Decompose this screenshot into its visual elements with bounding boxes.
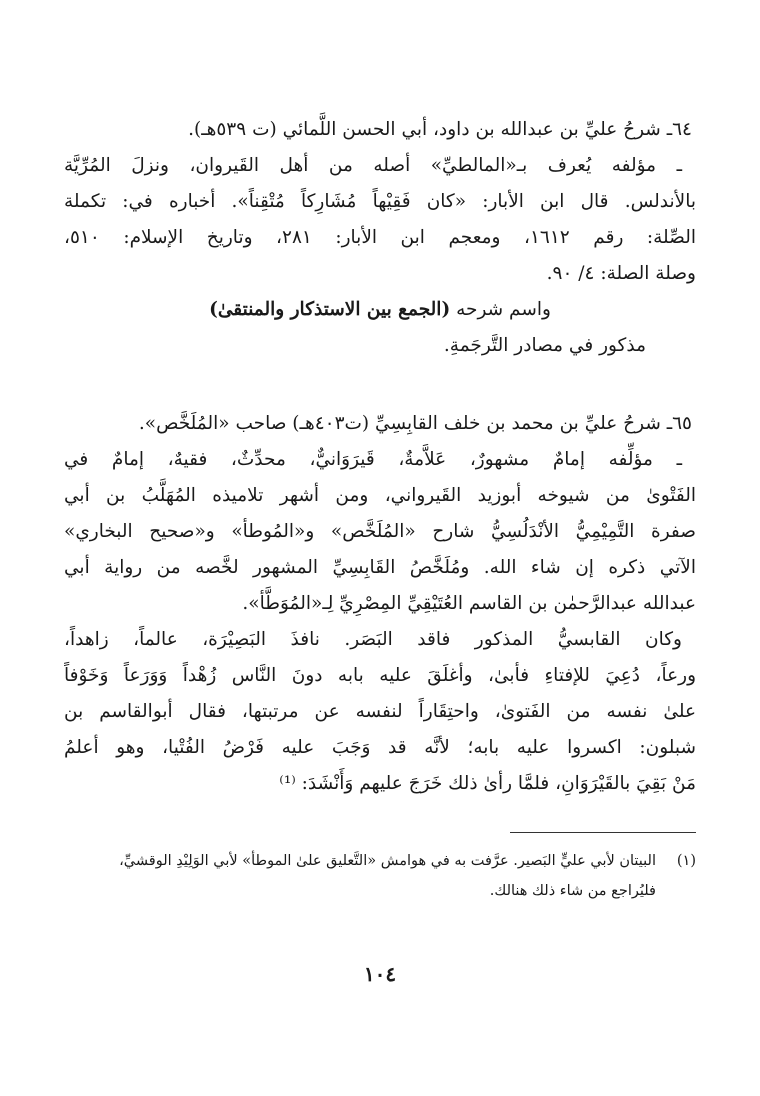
entry-64 [64,112,696,364]
commentary-title: (الجمع بين الاستذكار والمنتقىٰ) [209,299,451,320]
entry-64-line-1: ـ مؤلفه يُعرف بـ«المالطيِّ» أصله من أهل القَيروان، ونزلَ المُرِّيَّة [64,155,682,176]
paragraph-2-line-1: وكان القابسيُّ المذكور فاقد البَصَر. نافذَ البَصِيْرَة، عالماً، زاهداً، [64,629,682,650]
commentary-prefix: واسم شرحه [450,299,551,320]
paragraph-2-line-5: مَنْ بَقِيَ بالقَيْرَوَانِ، فلمَّا رأىٰ ذلك خَرَجَ عليهم وَأَنْشَدَ: ⁽¹⁾ [279,773,696,794]
paragraph-2-line-2: ورعاً، دُعِيَ للإفتاءِ فأبىٰ، وأغلَقَ عليه بابه دونَ النَّاس زُهْداً وَوَرَعاً وَخَوْفاً [64,665,696,686]
entry-65 [64,406,696,802]
footnote-line-1 [60,846,696,876]
footnote-separator [510,832,696,833]
entry-65-line-2: الفَتْوىٰ من شيوخه أبوزيد القَيرواني، ومن أشهر تلاميذه المُهَلَّبُ بن أبي [64,485,696,506]
footnote [60,846,696,906]
footnote-text-1: البيتان لأبي عليٍّ البَصير. عرَّفت به في هوامش «التَّعليق علىٰ الموطأ» لأبي الوَلِيْدِ الوقشيِّ، [119,853,656,869]
paragraph-2-line-3: علىٰ نفسه من الفَتوىٰ، واحتِقَاراً لنفسه عن مرتبتها، فقال أبوالقاسم بن [64,701,696,722]
footnote-line-2: فليُراجع من شاء ذلك هنالك. [489,883,656,899]
paragraph-2-line-4: شبلون: اكسروا عليه بابه؛ لأنَّه قد وَجَبَ عليه فَرْضُ الفُتْيا، وهو أعلمُ [64,737,696,758]
entry-65-line-1: ـ مؤلِّفه إمامٌ مشهورٌ، عَلاَّمةٌ، قَيرَوَانيٌّ، محدِّثٌ، فقيهٌ، إمامٌ في [64,449,682,470]
footnote-number: (١) [676,853,696,869]
entry-64-line-2: بالأندلس. قال ابن الأبار: «كان فَقِيْهاً مُشَارِكاً مُتْقِناً». أخباره في: تكملة [64,191,696,212]
commentary-note: مذكور في مصادر التَّرجَمةِ. [443,335,646,356]
entry-64-title: ٦٤ـ شرحُ عليِّ بن عبدالله بن داود، أبي الحسن اللَّمائي (ت ٥٣٩هـ). [188,119,692,140]
entry-65-line-5: عبدالله عبدالرَّحمٰن بن القاسم العُتَيْقِيِّ المِصْرِيِّ لِـ«المُوَطَّأ». [242,593,696,614]
page-number: ١٠٤ [363,962,397,986]
entry-64-line-4: وصلة الصلة: ٤/ ٩٠. [546,263,696,284]
entry-65-line-3: صفرة التَّمِيْمِيُّ الأنْدَلُسِيُّ شارح «المُلَخَّص» و«المُوطأ» و«صحيح البخاري» [64,521,696,542]
entry-64-line-3: الصِّلة: رقم ١٦١٢، ومعجم ابن الأبار: ٢٨١، وتاريخ الإسلام: ٥١٠، [64,227,696,248]
entry-65-title: ٦٥ـ شرحُ عليِّ بن محمد بن خلف القابِسِيِّ (ت٤٠٣هـ) صاحب «المُلَخَّص». [138,413,692,434]
commentary-title-line [64,292,696,328]
entry-65-line-4: الآتي ذكره إن شاء الله. ومُلَخَّصُ القَابِسِيِّ المشهور لخَّصه من رواية أبي [64,557,696,578]
